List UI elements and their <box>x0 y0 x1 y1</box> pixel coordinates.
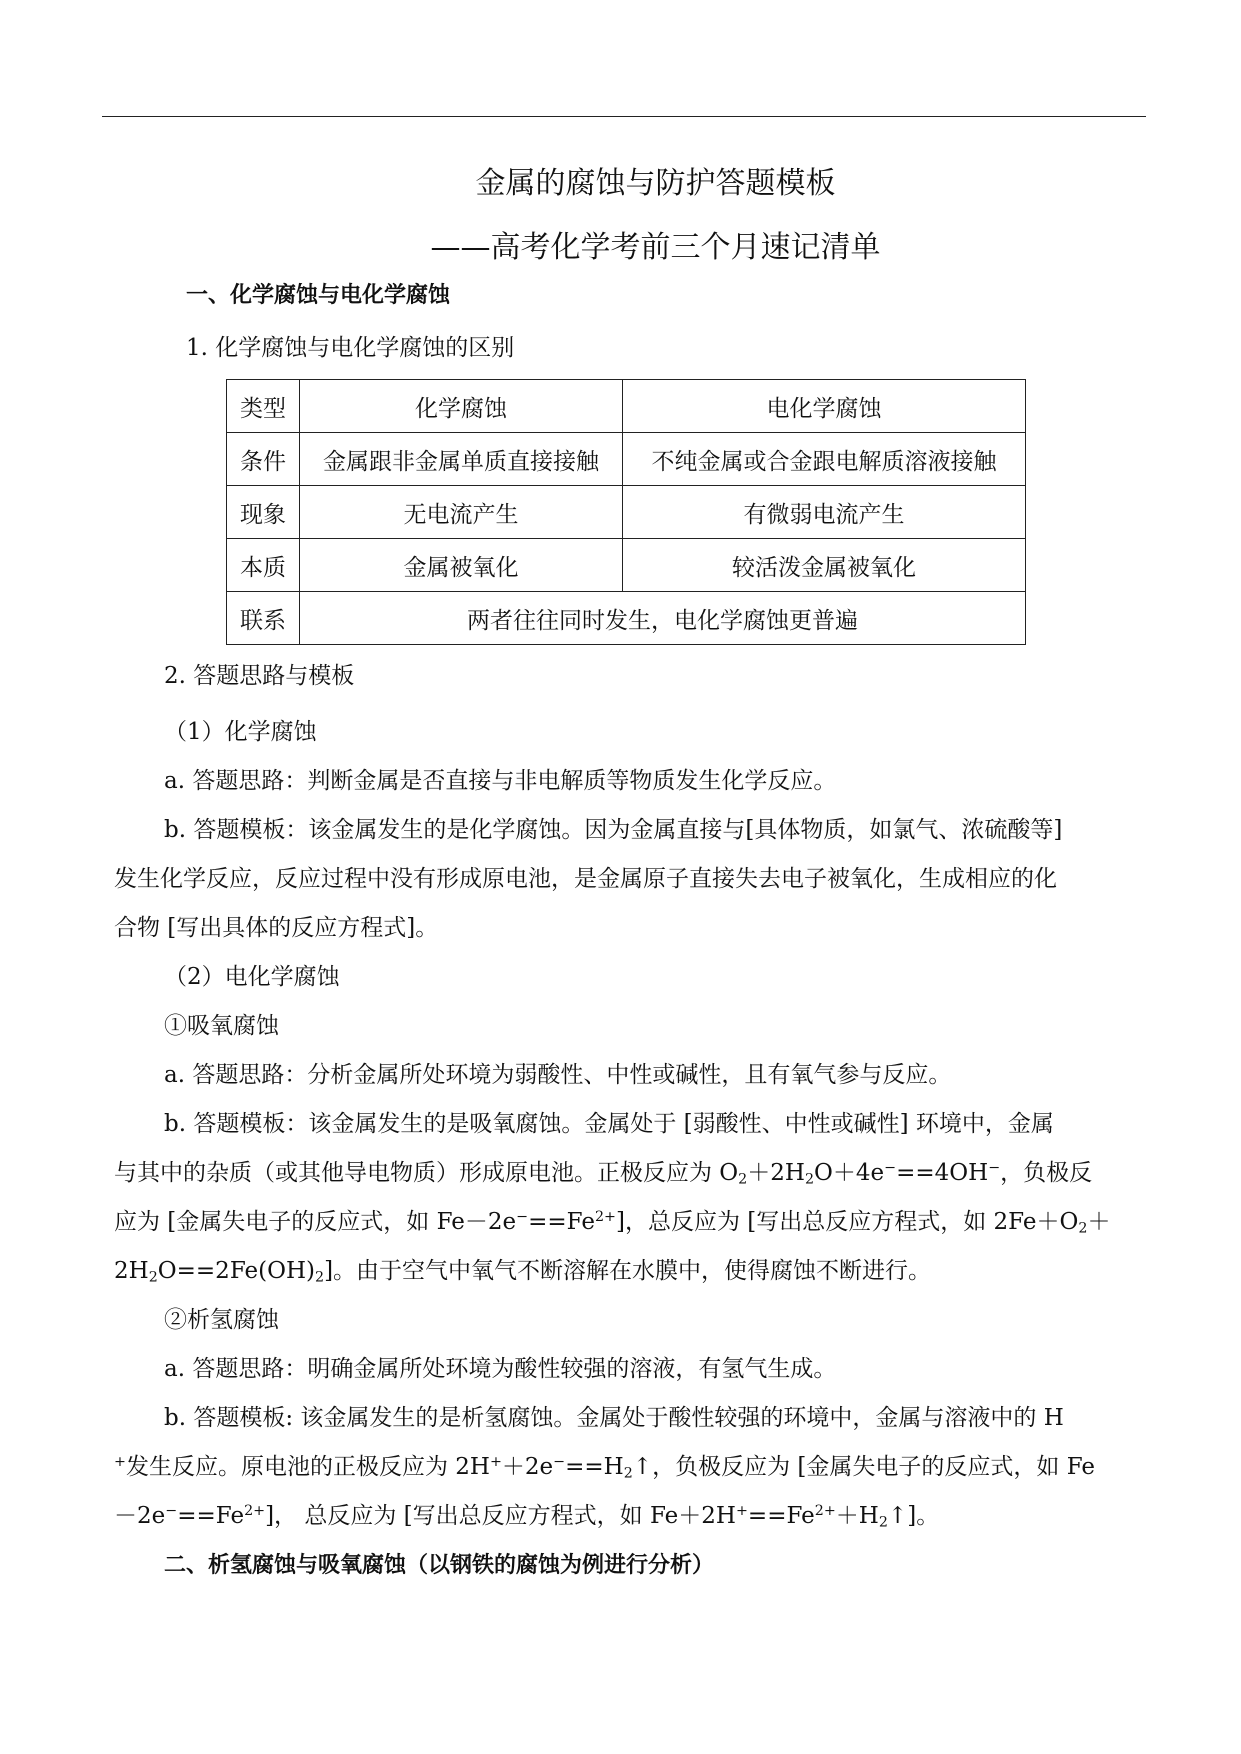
table-cell: 两者往往同时发生，电化学腐蚀更普遍 <box>300 592 1026 645</box>
comparison-table <box>226 379 1026 645</box>
section-2-heading: 二、析氢腐蚀与吸氧腐蚀（以钢铁的腐蚀为例进行分析） <box>164 1553 715 1578</box>
sub-heading-oxygen-absorption: ①吸氧腐蚀 <box>164 1013 279 1039</box>
table-cell: 金属跟非金属单质直接接触 <box>300 433 623 486</box>
paragraph-line: a. 答题思路：分析金属所处环境为弱酸性、中性或碱性，且有氧气参与反应。 <box>164 1062 952 1088</box>
text-run: ]。 <box>907 1503 940 1529</box>
text-run: ，负极反 <box>1000 1160 1093 1186</box>
paragraph-line: 发生化学反应，反应过程中没有形成原电池，是金属原子直接失去电子被氧化，生成相应的化 <box>114 866 1057 892</box>
paragraph-line: 应为 [金属失电子的反应式，如 $Fe-2e^-==Fe^{2+}$]，总反应为 [写出总反应方程式，如 $2Fe+O_2+$ <box>114 1209 1111 1237</box>
sub-heading-hydrogen-evolution: ②析氢腐蚀 <box>164 1307 279 1333</box>
table-cell: 本质 <box>227 539 300 592</box>
item-2-heading: 2. 答题思路与模板 <box>164 663 355 689</box>
table-cell: 无电流产生 <box>300 486 623 539</box>
paragraph-line: $-2e^-==Fe^{2+}$]， 总反应为 [写出总反应方程式，如 $Fe+2H^+==Fe^{2+}+H_2↑$]。 <box>114 1503 940 1531</box>
text-run: 发生反应。原电池的正极反应为 2H <box>125 1454 490 1480</box>
paragraph-line: b. 答题模板：该金属发生的是吸氧腐蚀。金属处于 [弱酸性、中性或碱性] 环境中，金属 <box>164 1111 1054 1137</box>
table-cell: 金属被氧化 <box>300 539 623 592</box>
document-subtitle: ——高考化学考前三个月速记清单 <box>430 230 881 265</box>
paragraph-line: 与其中的杂质（或其他导电物质）形成原电池。正极反应为 $O_2+2H_2O+4e^-==4OH^-$，负极反 <box>114 1160 1093 1188</box>
paragraph-line: a. 答题思路：明确金属所处环境为酸性较强的溶液，有氢气生成。 <box>164 1356 837 1382</box>
section-1-heading: 一、化学腐蚀与电化学腐蚀 <box>186 283 451 308</box>
table-cell: 电化学腐蚀 <box>623 380 1026 433</box>
text-run: ，负极反应为 [金属失电子的反应式，如 Fe <box>652 1454 1096 1480</box>
table-header-row <box>227 380 1026 433</box>
table-row <box>227 486 1026 539</box>
table-cell: 条件 <box>227 433 300 486</box>
table-row <box>227 592 1026 645</box>
paragraph-line: b. 答题模板：该金属发生的是化学腐蚀。因为金属直接与[具体物质，如氯气、浓硫酸等] <box>164 817 1063 843</box>
table-cell: 现象 <box>227 486 300 539</box>
table-cell: 联系 <box>227 592 300 645</box>
table-row <box>227 433 1026 486</box>
text-run: ]， 总反应为 [写出总反应方程式，如 Fe＋2H <box>265 1503 736 1529</box>
table-cell: 不纯金属或合金跟电解质溶液接触 <box>623 433 1026 486</box>
text-run: 与其中的杂质（或其他导电物质）形成原电池。正极反应为 O <box>114 1160 739 1186</box>
table-cell: 有微弱电流产生 <box>623 486 1026 539</box>
table-row <box>227 539 1026 592</box>
text-run: ]。由于空气中氧气不断溶解在水膜中，使得腐蚀不断进行。 <box>324 1258 932 1284</box>
item-1-heading: 1. 化学腐蚀与电化学腐蚀的区别 <box>186 335 515 361</box>
paragraph-line: b. 答题模板: 该金属发生的是析氢腐蚀。金属处于酸性较强的环境中，金属与溶液中的 H <box>164 1405 1064 1431</box>
paragraph-line: 合物 [写出具体的反应方程式]。 <box>114 915 439 941</box>
table-cell: 化学腐蚀 <box>300 380 623 433</box>
sub-heading-electrochemical: （2）电化学腐蚀 <box>164 964 340 990</box>
header-rule <box>102 116 1146 117</box>
sub-heading-chemical: （1）化学腐蚀 <box>164 719 317 745</box>
text-run: －2e <box>114 1503 166 1529</box>
table-cell: 类型 <box>227 380 300 433</box>
table-cell: 较活泼金属被氧化 <box>623 539 1026 592</box>
paragraph-line: +发生反应。原电池的正极反应为 $2H^++2e^-==H_2↑$，负极反应为 [金属失电子的反应式，如 Fe <box>114 1454 1096 1482</box>
paragraph-line: $2H_2O==2Fe(OH)_2$]。由于空气中氧气不断溶解在水膜中，使得腐蚀不断进行。 <box>114 1258 932 1286</box>
document-title: 金属的腐蚀与防护答题模板 <box>475 166 836 201</box>
text-run: ]，总反应为 [写出总反应方程式，如 2Fe＋O <box>615 1209 1079 1235</box>
text-run: 应为 [金属失电子的反应式，如 Fe－2e <box>114 1209 517 1235</box>
paragraph-line: a. 答题思路：判断金属是否直接与非电解质等物质发生化学反应。 <box>164 768 837 794</box>
